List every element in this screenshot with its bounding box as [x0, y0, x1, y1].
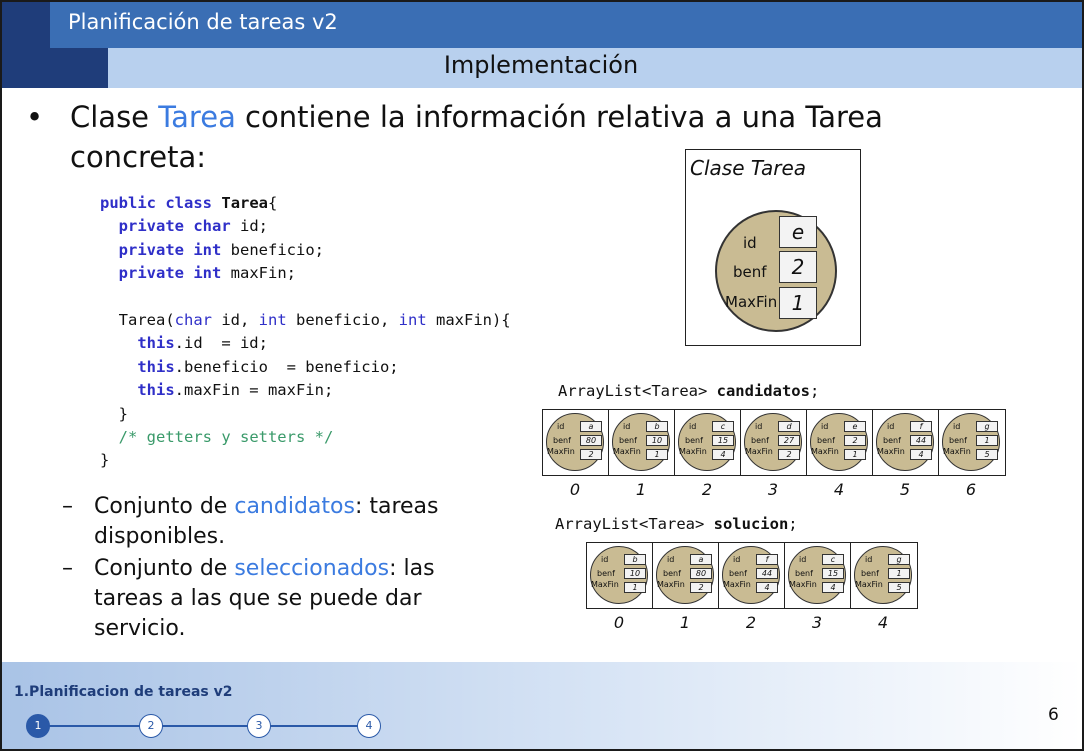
- progress-step-4[interactable]: 4: [357, 714, 381, 738]
- mini-value-id: a: [690, 554, 712, 565]
- value-benf: 2: [779, 251, 817, 283]
- mini-label-maxfin: MaxFin: [811, 447, 839, 456]
- mini-label-id: id: [601, 555, 609, 564]
- solucion-array: [586, 542, 918, 609]
- mini-value-id: g: [888, 554, 910, 565]
- mini-value-maxfin: 2: [690, 582, 712, 593]
- slide-title: Planificación de tareas v2: [68, 10, 338, 34]
- progress-step-3[interactable]: 3: [247, 714, 271, 738]
- mini-label-maxfin: MaxFin: [613, 447, 641, 456]
- label-id: id: [743, 234, 757, 252]
- main-text-start: Clase: [70, 100, 159, 134]
- mini-value-maxfin: 4: [756, 582, 778, 593]
- code-class-name: Tarea: [221, 194, 269, 212]
- mini-value-benf: 1: [888, 568, 910, 579]
- footer: [2, 662, 1082, 749]
- label-benf: benf: [733, 263, 767, 281]
- main-bullet-text: [70, 97, 1010, 177]
- mini-label-maxfin: MaxFin: [877, 447, 905, 456]
- page-number: 6: [1048, 705, 1059, 725]
- subheader-bar: [108, 48, 1082, 88]
- mini-value-benf: 1: [976, 435, 998, 446]
- mini-value-maxfin: 2: [778, 449, 800, 460]
- mini-value-benf: 2: [844, 435, 866, 446]
- mini-value-id: f: [910, 421, 932, 432]
- mini-label-maxfin: MaxFin: [789, 580, 817, 589]
- progress-line: [49, 725, 140, 727]
- mini-value-benf: 80: [580, 435, 602, 446]
- mini-label-maxfin: MaxFin: [547, 447, 575, 456]
- value-maxfin: 1: [779, 287, 817, 319]
- progress-step-1[interactable]: 1: [26, 714, 50, 738]
- mini-label-maxfin: MaxFin: [855, 580, 883, 589]
- array-cell: [741, 410, 807, 475]
- keyword-seleccionados: seleccionados: [234, 556, 390, 581]
- bullet-dot: •: [26, 100, 44, 134]
- array-index: 1: [635, 480, 647, 499]
- array-cell: [719, 543, 785, 608]
- mini-value-id: b: [646, 421, 668, 432]
- array-index: 2: [745, 613, 757, 632]
- mini-value-maxfin: 1: [844, 449, 866, 460]
- array-cell: [939, 410, 1005, 475]
- array-index: 3: [767, 480, 779, 499]
- mini-value-benf: 10: [624, 568, 646, 579]
- array-index: 4: [833, 480, 845, 499]
- mini-value-benf: 10: [646, 435, 668, 446]
- mini-label-benf: benf: [619, 436, 637, 445]
- mini-label-benf: benf: [795, 569, 813, 578]
- mini-label-benf: benf: [663, 569, 681, 578]
- mini-value-benf: 44: [910, 435, 932, 446]
- mini-value-maxfin: 4: [910, 449, 932, 460]
- mini-label-id: id: [799, 555, 807, 564]
- mini-label-id: id: [623, 422, 631, 431]
- mini-value-id: a: [580, 421, 602, 432]
- mini-label-benf: benf: [553, 436, 571, 445]
- progress-line: [162, 725, 248, 727]
- main-text-end: contiene la información relativa a una Tarea concreta:: [70, 100, 883, 174]
- header-accent-step: [50, 48, 108, 88]
- mini-label-id: id: [821, 422, 829, 431]
- label-maxfin: MaxFin: [725, 293, 778, 311]
- sub-bullets: [62, 492, 492, 646]
- mini-value-id: g: [976, 421, 998, 432]
- mini-value-benf: 15: [712, 435, 734, 446]
- sub-bullet-candidatos: – Conjunto de candidatos: tareas disponibles.: [62, 494, 439, 549]
- clase-tarea-title: Clase Tarea: [690, 156, 807, 180]
- mini-label-id: id: [865, 555, 873, 564]
- mini-value-maxfin: 5: [888, 582, 910, 593]
- mini-label-id: id: [667, 555, 675, 564]
- array-index: 6: [965, 480, 977, 499]
- mini-value-id: d: [778, 421, 800, 432]
- mini-value-maxfin: 1: [624, 582, 646, 593]
- clase-tarea-diagram: [685, 149, 861, 346]
- mini-value-id: b: [624, 554, 646, 565]
- mini-label-id: id: [733, 555, 741, 564]
- mini-label-maxfin: MaxFin: [679, 447, 707, 456]
- array-cell: [653, 543, 719, 608]
- value-id: e: [779, 216, 817, 248]
- mini-value-id: c: [712, 421, 734, 432]
- array-cell: [609, 410, 675, 475]
- mini-label-benf: benf: [729, 569, 747, 578]
- array-cell: [587, 543, 653, 608]
- mini-label-benf: benf: [949, 436, 967, 445]
- mini-label-benf: benf: [817, 436, 835, 445]
- mini-label-maxfin: MaxFin: [657, 580, 685, 589]
- mini-value-maxfin: 4: [712, 449, 734, 460]
- mini-label-id: id: [689, 422, 697, 431]
- mini-label-id: id: [953, 422, 961, 431]
- array-index: 1: [679, 613, 691, 632]
- code-block: public class Tarea{ private char id; private int beneficio; private int maxFin; Tarea(char id, int beneficio, int maxFin){ this.id = id; this.beneficio = beneficio; this.maxFin = maxFin; } /* getters y setters */ }: [100, 194, 511, 470]
- mini-label-benf: benf: [883, 436, 901, 445]
- mini-value-maxfin: 4: [822, 582, 844, 593]
- mini-label-maxfin: MaxFin: [943, 447, 971, 456]
- mini-label-benf: benf: [597, 569, 615, 578]
- mini-label-benf: benf: [751, 436, 769, 445]
- candidatos-label: ArrayList<Tarea> candidatos;: [558, 382, 820, 400]
- mini-label-benf: benf: [861, 569, 879, 578]
- header-accent: [2, 2, 50, 88]
- keyword-candidatos: candidatos: [234, 494, 355, 519]
- solucion-label: ArrayList<Tarea> solucion;: [555, 515, 798, 533]
- array-index: 5: [899, 480, 911, 499]
- array-index: 3: [811, 613, 823, 632]
- mini-label-id: id: [755, 422, 763, 431]
- mini-value-id: f: [756, 554, 778, 565]
- mini-label-maxfin: MaxFin: [723, 580, 751, 589]
- footer-section-title: 1.Planificacion de tareas v2: [14, 684, 233, 700]
- slide-subtitle: Implementación: [443, 51, 639, 79]
- array-cell: [851, 543, 917, 608]
- code-comment: /* getters y setters */: [118, 428, 334, 447]
- mini-label-maxfin: MaxFin: [745, 447, 773, 456]
- candidatos-array: [542, 409, 1006, 476]
- mini-value-benf: 15: [822, 568, 844, 579]
- array-index: 0: [569, 480, 581, 499]
- keyword-tarea: Tarea: [158, 100, 236, 134]
- array-cell: [675, 410, 741, 475]
- mini-label-id: id: [557, 422, 565, 431]
- progress-line: [270, 725, 358, 727]
- sub-bullet-seleccionados: – Conjunto de seleccionados: las tareas a las que se puede dar servicio.: [62, 556, 435, 641]
- array-cell: [543, 410, 609, 475]
- mini-value-maxfin: 2: [580, 449, 602, 460]
- mini-value-id: c: [822, 554, 844, 565]
- array-index: 0: [613, 613, 625, 632]
- mini-value-maxfin: 5: [976, 449, 998, 460]
- mini-value-id: e: [844, 421, 866, 432]
- array-cell: [807, 410, 873, 475]
- array-cell: [785, 543, 851, 608]
- array-index: 2: [701, 480, 713, 499]
- progress-step-2[interactable]: 2: [139, 714, 163, 738]
- header-bar: [2, 2, 1082, 48]
- mini-label-id: id: [887, 422, 895, 431]
- mini-label-benf: benf: [685, 436, 703, 445]
- array-index: 4: [877, 613, 889, 632]
- mini-value-maxfin: 1: [646, 449, 668, 460]
- mini-value-benf: 44: [756, 568, 778, 579]
- array-cell: [873, 410, 939, 475]
- mini-label-maxfin: MaxFin: [591, 580, 619, 589]
- mini-value-benf: 80: [690, 568, 712, 579]
- mini-value-benf: 27: [778, 435, 800, 446]
